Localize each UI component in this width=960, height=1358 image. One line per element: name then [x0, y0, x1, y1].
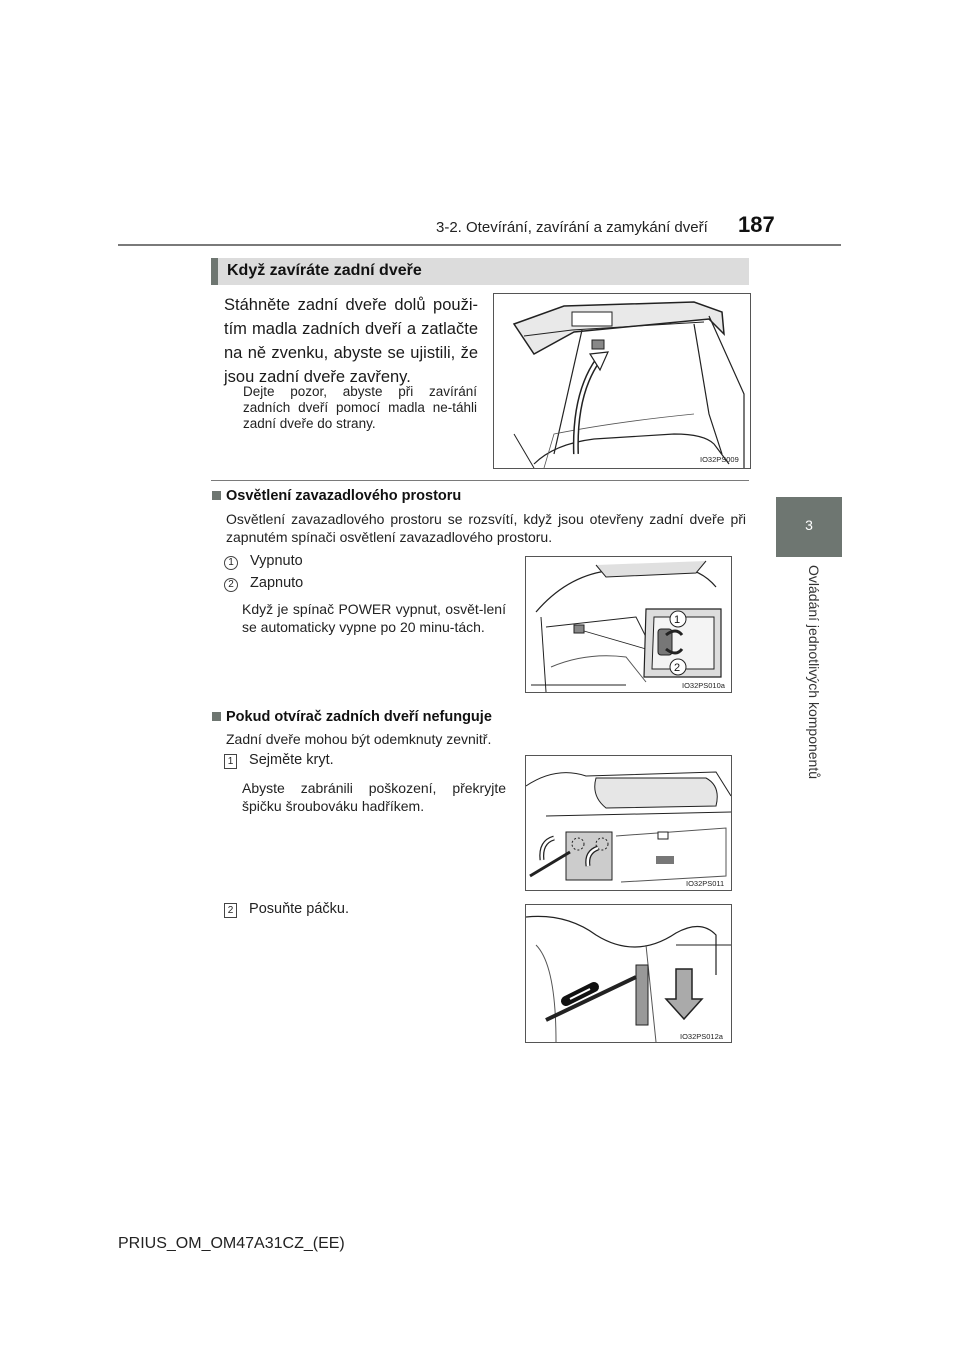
step-badge: 1 — [224, 754, 237, 769]
chapter-label — [808, 565, 828, 845]
figure-code: IO32PS010a — [682, 681, 725, 690]
subsection-heading-text: Osvětlení zavazadlového prostoru — [226, 488, 462, 504]
list-item — [224, 575, 303, 592]
lighting-description: Osvětlení zavazadlového prostoru se rozsvítí, když jsou otevřeny zadní dveře při zapnutém spínači osvětlení zavazadlového prostoru. — [226, 511, 746, 545]
callout-2: 2 — [674, 662, 681, 674]
section-heading-text: Když zavíráte zadní dveře — [227, 262, 422, 279]
step-label: Posuňte páčku. — [249, 901, 349, 917]
chapter-number: 3 — [805, 517, 813, 533]
step-badge: 2 — [224, 903, 237, 918]
figure-remove-cover — [525, 755, 732, 891]
step-note: Abyste zabránili poškození, překryjte špičku šroubováku hadříkem. — [242, 780, 506, 814]
document-code: PRIUS_OM_OM47A31CZ_(EE) — [118, 1235, 345, 1252]
section-heading — [211, 258, 749, 285]
running-header: 3-2. Otevírání, zavírání a zamykání dveří — [436, 219, 708, 236]
item-label: Zapnuto — [250, 575, 304, 591]
subsection-heading-lighting — [212, 488, 461, 504]
figure-code: IO32PS011 — [686, 879, 725, 888]
closing-note: Dejte pozor, abyste při zavírání zadních dveří pomocí madla ne-táhli zadní dveře do strany. — [243, 384, 477, 431]
item-badge: 2 — [224, 578, 238, 592]
subsection-heading-text: Pokud otvírač zadních dveří nefunguje — [226, 709, 492, 725]
step-item — [224, 901, 349, 918]
closing-instruction: Stáhněte zadní dveře dolů použi-tím madla zadních dveří a zatlačte na ně zvenku, abyste se ujistili, že jsou zadní dveře zavřeny. — [224, 296, 478, 386]
step-label: Sejměte kryt. — [249, 752, 334, 768]
opener-description: Zadní dveře mohou být odemknuty zevnitř. — [226, 731, 492, 747]
section-heading-bar — [211, 258, 218, 285]
page-number: 187 — [738, 212, 775, 237]
bullet-square-icon — [212, 712, 221, 721]
figure-code: IO32PS012a — [680, 1032, 723, 1041]
item-badge: 1 — [224, 556, 238, 570]
figure-luggage-light — [525, 556, 732, 693]
list-item — [224, 553, 303, 570]
section-divider — [211, 480, 749, 481]
chapter-label-text: Ovládání jednotlivých komponentů — [806, 565, 822, 780]
bullet-square-icon — [212, 491, 221, 500]
subsection-heading-opener — [212, 709, 492, 725]
figure-slide-lever — [525, 904, 732, 1043]
header-rule — [118, 244, 841, 246]
figure-code: IO32PS009 — [700, 455, 739, 464]
step-item — [224, 752, 334, 769]
lighting-note: Když je spínač POWER vypnut, osvět-lení se automaticky vypne po 20 minu-tách. — [242, 601, 506, 635]
item-label: Vypnuto — [250, 553, 303, 569]
figure-tailgate-closing — [493, 293, 751, 469]
callout-1: 1 — [674, 614, 681, 626]
